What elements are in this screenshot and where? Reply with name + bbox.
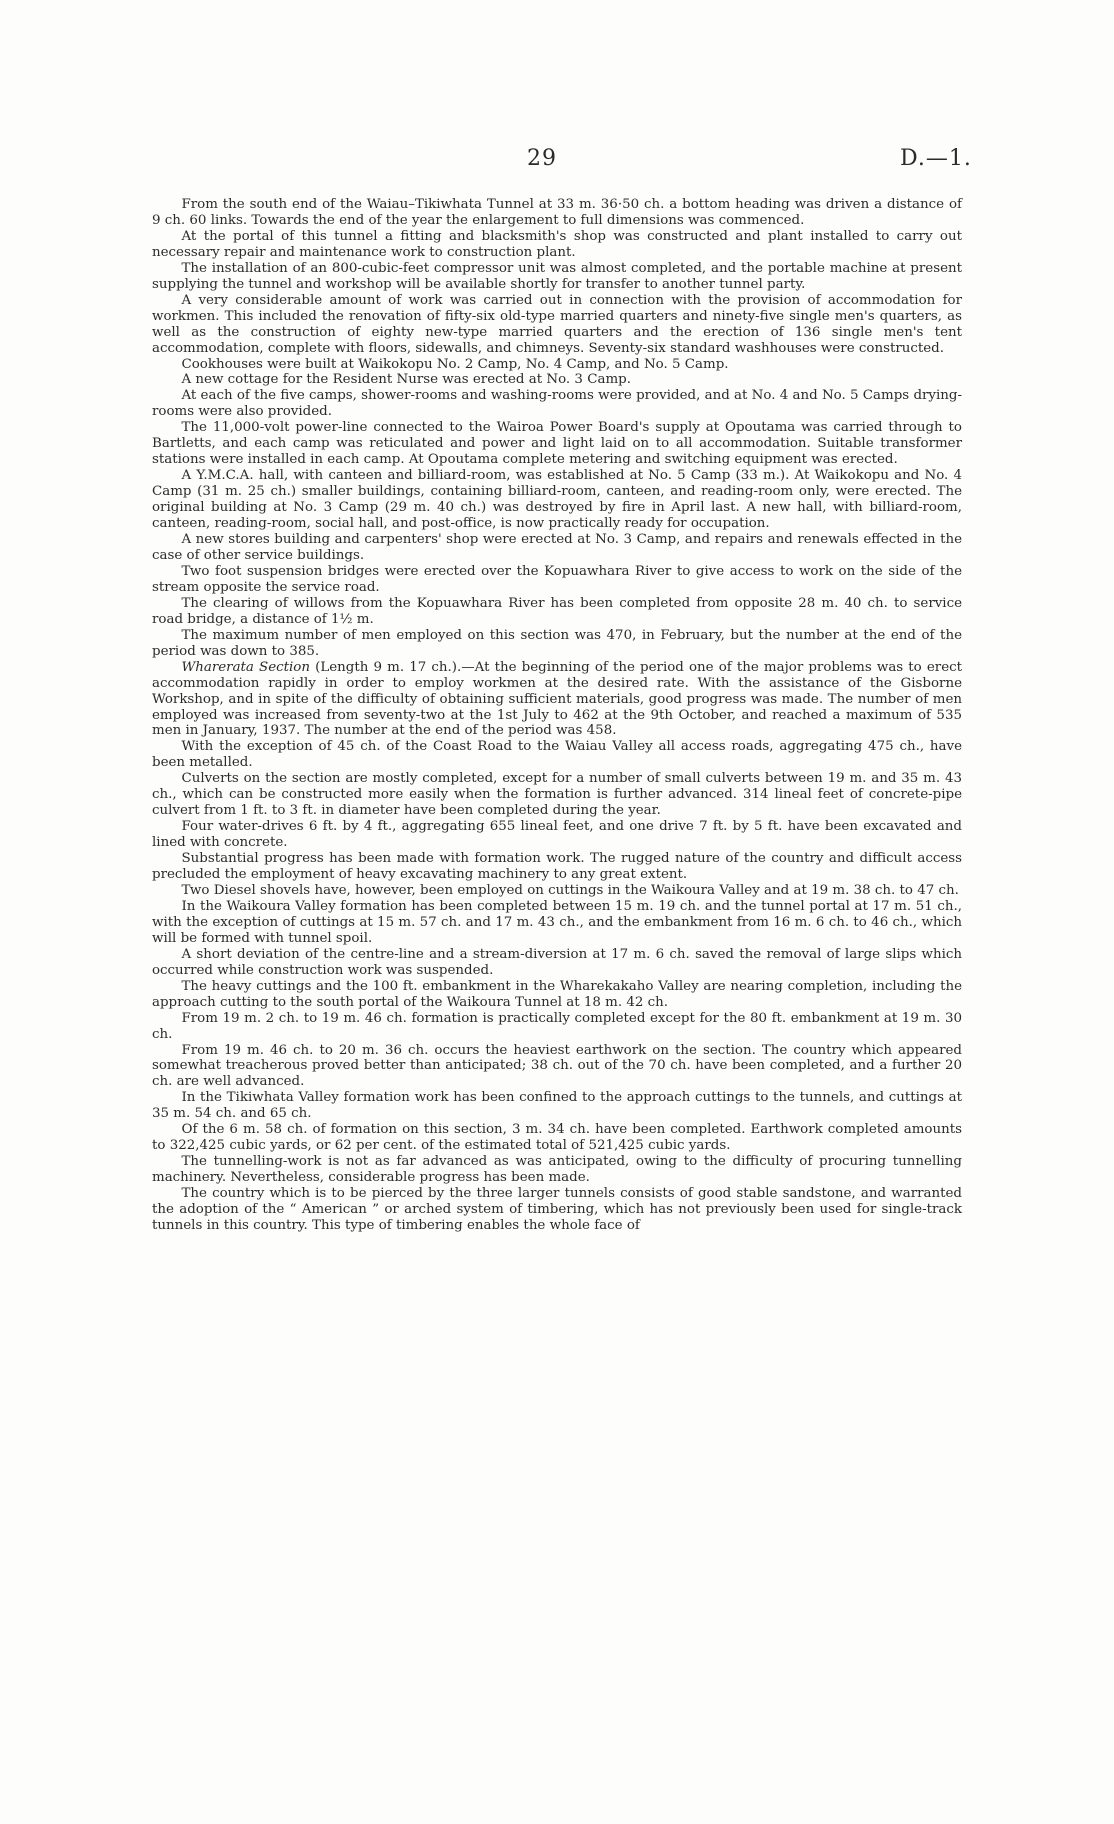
paragraph	[152, 420, 962, 468]
paragraph-text: The heavy cuttings and the 100 ft. embankment in the Wharekakaho Valley are nearing completion, including the approach cutting to the south portal of the Waikoura Tunnel at 18 m. 42 ch.	[152, 978, 962, 1010]
paragraph	[152, 883, 962, 899]
paragraph	[152, 947, 962, 979]
paragraph-text: The installation of an 800-cubic-feet compressor unit was almost completed, and the portable machine at present supplying the tunnel and workshop will be available shortly for transfer to another tunnel party.	[152, 260, 962, 292]
paragraph-text: Substantial progress has been made with formation work. The rugged nature of the country and difficult access precluded the employment of heavy excavating machinery to any great extent.	[152, 851, 962, 883]
paragraph-text: From 19 m. 2 ch. to 19 m. 46 ch. formation is practically completed except for the 80 ft. embankment at 19 m. 30 ch.	[152, 1010, 962, 1042]
paragraph-text: With the exception of 45 ch. of the Coast Road to the Waiau Valley all access roads, aggregating 475 ch., have been metalled.	[152, 739, 962, 771]
paragraph	[152, 1090, 962, 1122]
paragraph-text: At the portal of this tunnel a fitting and blacksmith's shop was constructed and plant installed to carry out necessary repair and maintenance work to construction plant.	[152, 228, 962, 260]
paragraph	[152, 979, 962, 1011]
paragraph	[152, 1043, 962, 1091]
paragraph-text: Of the 6 m. 58 ch. of formation on this section, 3 m. 34 ch. have been completed. Earthwork completed amounts to 322,425 cubic yards, or 62 per cent. of the estimated total of 521,425 cubic yards.	[152, 1122, 962, 1154]
paragraph-text: At each of the five camps, shower-rooms and washing-rooms were provided, and at No. 4 and No. 5 Camps drying-rooms were also provided.	[152, 388, 962, 420]
paragraph-text: In the Tikiwhata Valley formation work has been confined to the approach cuttings to the tunnels, and cuttings at 35 m. 54 ch. and 65 ch.	[152, 1090, 962, 1122]
paragraph-text: The clearing of willows from the Kopuawhara River has been completed from opposite 28 m. 40 ch. to service road bridge, a distance of 1½ m.	[152, 595, 962, 627]
paragraph-text: (Length 9 m. 17 ch.).—At the beginning of the period one of the major problems was to erect accommodation rapidly in order to employ workmen at the desired rate. With the assistance of the Gisborne Workshop, and in spite of the difficulty of obtaining sufficient materials, good progress was made. The number of men employed was increased from seventy-two at the 1st July to 462 at the 9th October, and reached a maximum of 535 men in January, 1937. The number at the end of the period was 458.	[152, 659, 962, 739]
paragraph-text: A Y.M.C.A. hall, with canteen and billiard-room, was established at No. 5 Camp (33 m.). At Waikokopu and No. 4 Camp (31 m. 25 ch.) smaller buildings, containing billiard-room, canteen, and reading-room only, were erected. The original building at No. 3 Camp (29 m. 40 ch.) was destroyed by fire in April last. A new hall, with billiard-room, canteen, reading-room, social hall, and post-office, is now practically ready for occupation.	[152, 468, 962, 532]
paragraph	[152, 229, 962, 261]
paragraph	[152, 739, 962, 771]
paragraph-text: The country which is to be pierced by the three larger tunnels consists of good stable sandstone, and warranted the adoption of the “ American ” or arched system of timbering, which has not previously been used for single-track tunnels in this country. This type of timbering enables the whole face of	[152, 1186, 962, 1233]
paragraph-text: Cookhouses were built at Waikokopu No. 2 Camp, No. 4 Camp, and No. 5 Camp.	[181, 356, 729, 372]
paragraph-text: The tunnelling-work is not as far advanced as was anticipated, owing to the difficulty of procuring tunnelling machinery. Nevertheless, considerable progress has been made.	[152, 1154, 962, 1186]
paragraph-text: From 19 m. 46 ch. to 20 m. 36 ch. occurs the heaviest earthwork on the section. The country which appeared somewhat treacherous proved better than anticipated; 38 ch. out of the 70 ch. have been completed, and a further 20 ch. are well advanced.	[152, 1042, 962, 1090]
paragraph-text: The maximum number of men employed on this section was 470, in February, but the number at the end of the period was down to 385.	[152, 627, 962, 659]
page-number: 29	[527, 146, 557, 171]
paragraph	[152, 372, 962, 388]
paragraph-text: A new stores building and carpenters' shop were erected at No. 3 Camp, and repairs and renewals effected in the case of other service buildings.	[152, 532, 962, 563]
paragraph	[152, 660, 962, 740]
paragraph-text: Four water-drives 6 ft. by 4 ft., aggregating 655 lineal feet, and one drive 7 ft. by 5 ft. have been excavated and lined with concrete.	[152, 819, 962, 851]
paragraph	[152, 1186, 962, 1234]
paragraph	[152, 771, 962, 819]
paragraph-text: The 11,000-volt power-line connected to the Wairoa Power Board's supply at Opoutama was carried through to Bartletts, and each camp was reticulated and power and light laid on to all accommodation. Suitable transformer stations were installed in each camp. At Opoutama complete metering and switching equipment was erected.	[152, 420, 962, 468]
paragraph-text: In the Waikoura Valley formation has been completed between 15 m. 19 ch. and the tunnel portal at 17 m. 51 ch., with the exception of cuttings at 15 m. 57 ch. and 17 m. 43 ch., and the embankment from 16 m. 6 ch. to 46 ch., which will be formed with tunnel spoil.	[152, 898, 962, 946]
paragraph-text: Two Diesel shovels have, however, been employed on cuttings in the Waikoura Valley and at 19 m. 38 ch. to 47 ch.	[181, 882, 959, 898]
paragraph	[152, 1011, 962, 1043]
page-header	[0, 146, 1114, 176]
paragraph	[152, 261, 962, 293]
paragraph	[152, 628, 962, 660]
paragraph-text: Two foot suspension bridges were erected over the Kopuawhara River to give access to work on the side of the stream opposite the service road.	[152, 563, 962, 595]
section-heading: Wharerata Section	[181, 659, 310, 675]
document-reference: D.—1.	[900, 146, 972, 171]
paragraph	[152, 532, 962, 564]
paragraph-text: A short deviation of the centre-line and a stream-diversion at 17 m. 6 ch. saved the removal of large slips which occurred while construction work was suspended.	[152, 946, 962, 978]
paragraph	[152, 293, 962, 357]
body-text	[152, 197, 962, 1234]
paragraph	[152, 899, 962, 947]
paragraph	[152, 596, 962, 628]
paragraph-text: Culverts on the section are mostly completed, except for a number of small culverts between 19 m. and 35 m. 43 ch., which can be constructed more easily when the formation is further advanced. 314 lineal feet of concrete-pipe culvert from 1 ft. to 3 ft. in diameter have been completed during the year.	[152, 771, 962, 819]
paragraph	[152, 388, 962, 420]
paragraph-text: A new cottage for the Resident Nurse was erected at No. 3 Camp.	[181, 372, 631, 388]
paragraph	[152, 197, 962, 229]
paragraph	[152, 1122, 962, 1154]
paragraph	[152, 468, 962, 532]
paragraph-text: From the south end of the Waiau–Tikiwhata Tunnel at 33 m. 36·50 ch. a bottom heading was driven a distance of 9 ch. 60 links. Towards the end of the year the enlargement to full dimensions was commenced.	[152, 197, 962, 228]
paragraph	[152, 357, 962, 373]
paragraph	[152, 819, 962, 851]
paragraph	[152, 1154, 962, 1186]
paragraph	[152, 851, 962, 883]
paragraph-text: A very considerable amount of work was carried out in connection with the provision of accommodation for workmen. This included the renovation of fifty-six old-type married quarters and ninety-five single men's quarters, as well as the construction of eighty new-type married quarters and the erection of 136 single men's tent accommodation, complete with floors, sidewalls, and chimneys. Seventy-six standard washhouses were constructed.	[152, 292, 962, 356]
paragraph	[152, 564, 962, 596]
